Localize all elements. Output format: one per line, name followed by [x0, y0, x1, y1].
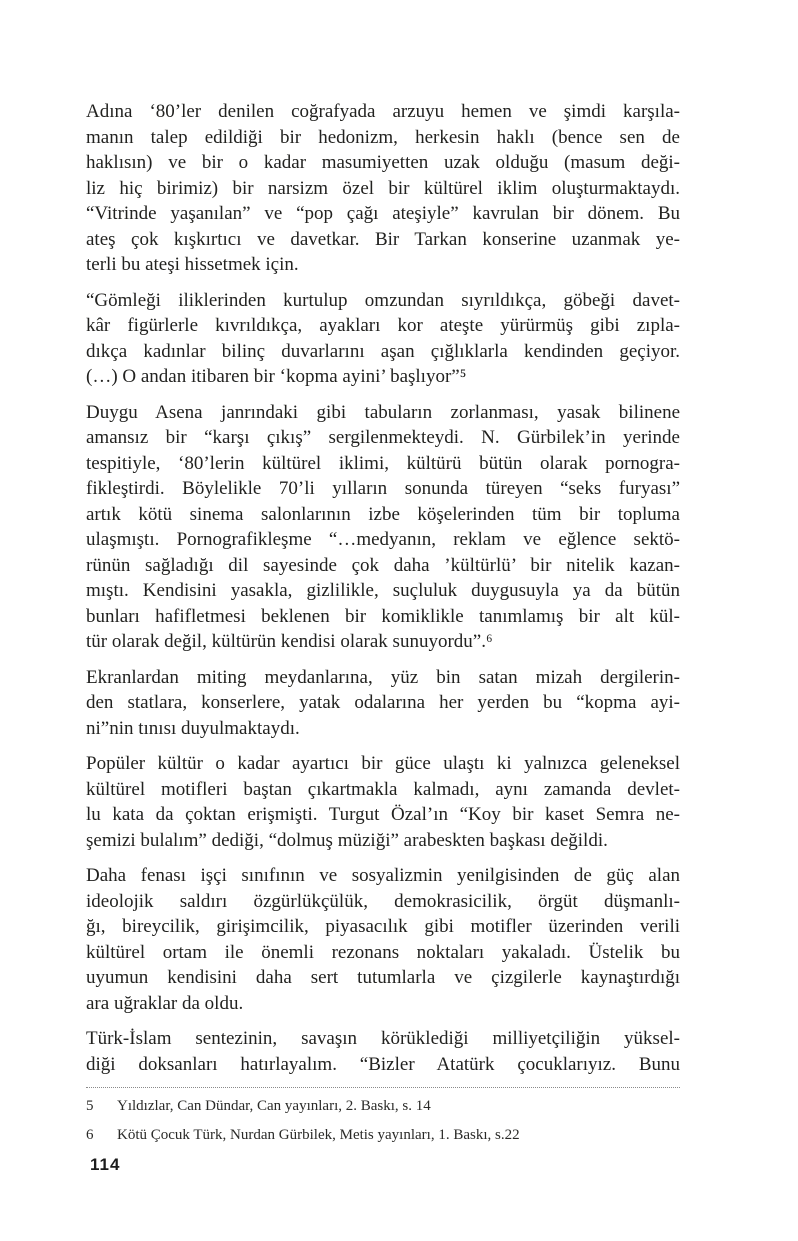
paragraph [86, 863, 680, 1016]
text-line: kültürel ortam ile önemli rezonans noktaları yakaladı. Üstelik bu [86, 941, 680, 963]
text-line: mıştı. Kendisini yasakla, gizlilikle, suçluluk duygusuyla ya da bütün [86, 580, 680, 601]
text-line: dıkça kadınlar bilinç duvarlarını aşan çığlıklarla kendinden geçiyor. [86, 340, 680, 362]
footnote-item [86, 1124, 680, 1146]
text-line: tespitiyle, ‘80’lerin kültürel iklimi, kültürü bütün olarak pornogra- [86, 452, 680, 474]
text-line: kâr figürlerle kıvrıldıkça, ayakları kor ateşte yürürmüş gibi zıpla- [86, 315, 680, 336]
text-line: diği doksanları hatırlayalım. “Bizler Atatürk çocuklarıyız. Bunu [86, 1053, 680, 1075]
text-line: ateş çok kışkırtıcı ve davetkar. Bir Tarkan konserine uzanmak ye- [86, 228, 680, 250]
text-line: ara uğraklar da oldu. [86, 992, 244, 1014]
text-line: ideolojik saldırı özgürlükçülük, demokrasicilik, örgüt düşmanlı- [86, 890, 680, 912]
text-line: şemizi bulalım” dediği, “dolmuş müziği” arabeskten başkası değildi. [86, 829, 608, 851]
text-line: ulaşmıştı. Pornografikleşme “…medyanın, reklam ve eğlence sektö- [86, 529, 680, 550]
paragraph [86, 751, 680, 853]
text-line: uyumun kendisini daha sert tutumlarla ve çizgilerle kaynaştırdığı [86, 967, 680, 988]
footnote-item [86, 1095, 680, 1117]
page-number: 114 [90, 1155, 121, 1174]
footnote-text: Kötü Çocuk Türk, Nurdan Gürbilek, Metis yayınları, 1. Baskı, s.22 [117, 1127, 520, 1143]
paragraph [86, 99, 680, 278]
text-line: (…) O andan itibaren bir ‘kopma ayini’ başlıyor”⁵ [86, 366, 467, 387]
footnote-text: Yıldızlar, Can Dündar, Can yayınları, 2. Baskı, s. 14 [117, 1098, 431, 1114]
text-line: terli bu ateşi hissetmek için. [86, 254, 299, 275]
text-line: lu kata da çoktan erişmişti. Turgut Özal’ın “Koy bir kaset Semra ne- [86, 804, 680, 825]
paragraph [86, 400, 680, 655]
text-line: “Vitrinde yaşanılan” ve “pop çağı ateşiyle” kavrulan bir dönem. Bu [86, 203, 680, 224]
text-line: den statlara, konserlere, yatak odalarına her yerden bu “kopma ayi- [86, 692, 680, 713]
text-line: tür olarak değil, kültürün kendisi olarak sunuyordu”.⁶ [86, 631, 493, 652]
text-line: ni”nin tınısı duyulmaktaydı. [86, 717, 300, 739]
paragraph [86, 665, 680, 742]
paragraph [86, 1026, 680, 1077]
text-line: Ekranlardan miting meydanlarına, yüz bin satan mizah dergilerin- [86, 666, 680, 688]
text-line: Türk-İslam sentezinin, savaşın körüklediği milliyetçiliğin yüksel- [86, 1028, 680, 1049]
text-line: Daha fenası işçi sınıfının ve sosyalizmin yenilgisinden de güç alan [86, 865, 680, 886]
text-line: liz hiç birimiz) bir narsizm özel bir kültürel iklim oluşturmaktaydı. [86, 177, 680, 199]
text-line: fikleştirdi. Böylelikle 70’li yılların sonunda türeyen “seks furyası” [86, 478, 680, 499]
text-line: Adına ‘80’ler denilen coğrafyada arzuyu hemen ve şimdi karşıla- [86, 101, 680, 122]
text-line: Duygu Asena janrındaki gibi tabuların zorlanması, yasak bilinene [86, 401, 680, 423]
text-line: amansız bir “karşı çıkış” sergilenmekteydi. N. Gürbilek’in yerinde [86, 427, 680, 448]
text-line: bunları hafifletmesi beklenen bir komiklikle tanımlamış bir alt kül- [86, 605, 680, 627]
paragraph [86, 288, 680, 390]
footnote-number: 5 [86, 1098, 94, 1114]
text-line: Popüler kültür o kadar ayartıcı bir güce ulaştı ki yalnızca geleneksel [86, 753, 680, 774]
text-line: “Gömleği iliklerinden kurtulup omzundan sıyrıldıkça, göbeği davet- [86, 289, 680, 311]
text-line: rünün sağladığı dil sayesinde çok daha ’kültürlü’ bir nitelik kazan- [86, 554, 680, 576]
page-text-block [86, 99, 680, 1153]
text-line: artık kötü sinema salonlarının izbe köşelerinden tüm bir topluma [86, 503, 680, 525]
text-line: kültürel motifleri baştan çıkartmakla kalmadı, aynı zamanda devlet- [86, 778, 680, 800]
footnote-number: 6 [86, 1127, 94, 1143]
body-paragraphs [86, 99, 680, 1077]
footnote-separator [86, 1087, 680, 1088]
text-line: manın talep edildiği bir hedonizm, herkesin haklı (bence sen de [86, 126, 680, 148]
text-line: ğı, bireycilik, girişimcilik, piyasacılık gibi motifler üzerinden verili [86, 916, 680, 937]
text-line: haklısın) ve bir o kadar masumiyetten uzak olduğu (masum deği- [86, 152, 680, 173]
footnotes [86, 1095, 680, 1146]
